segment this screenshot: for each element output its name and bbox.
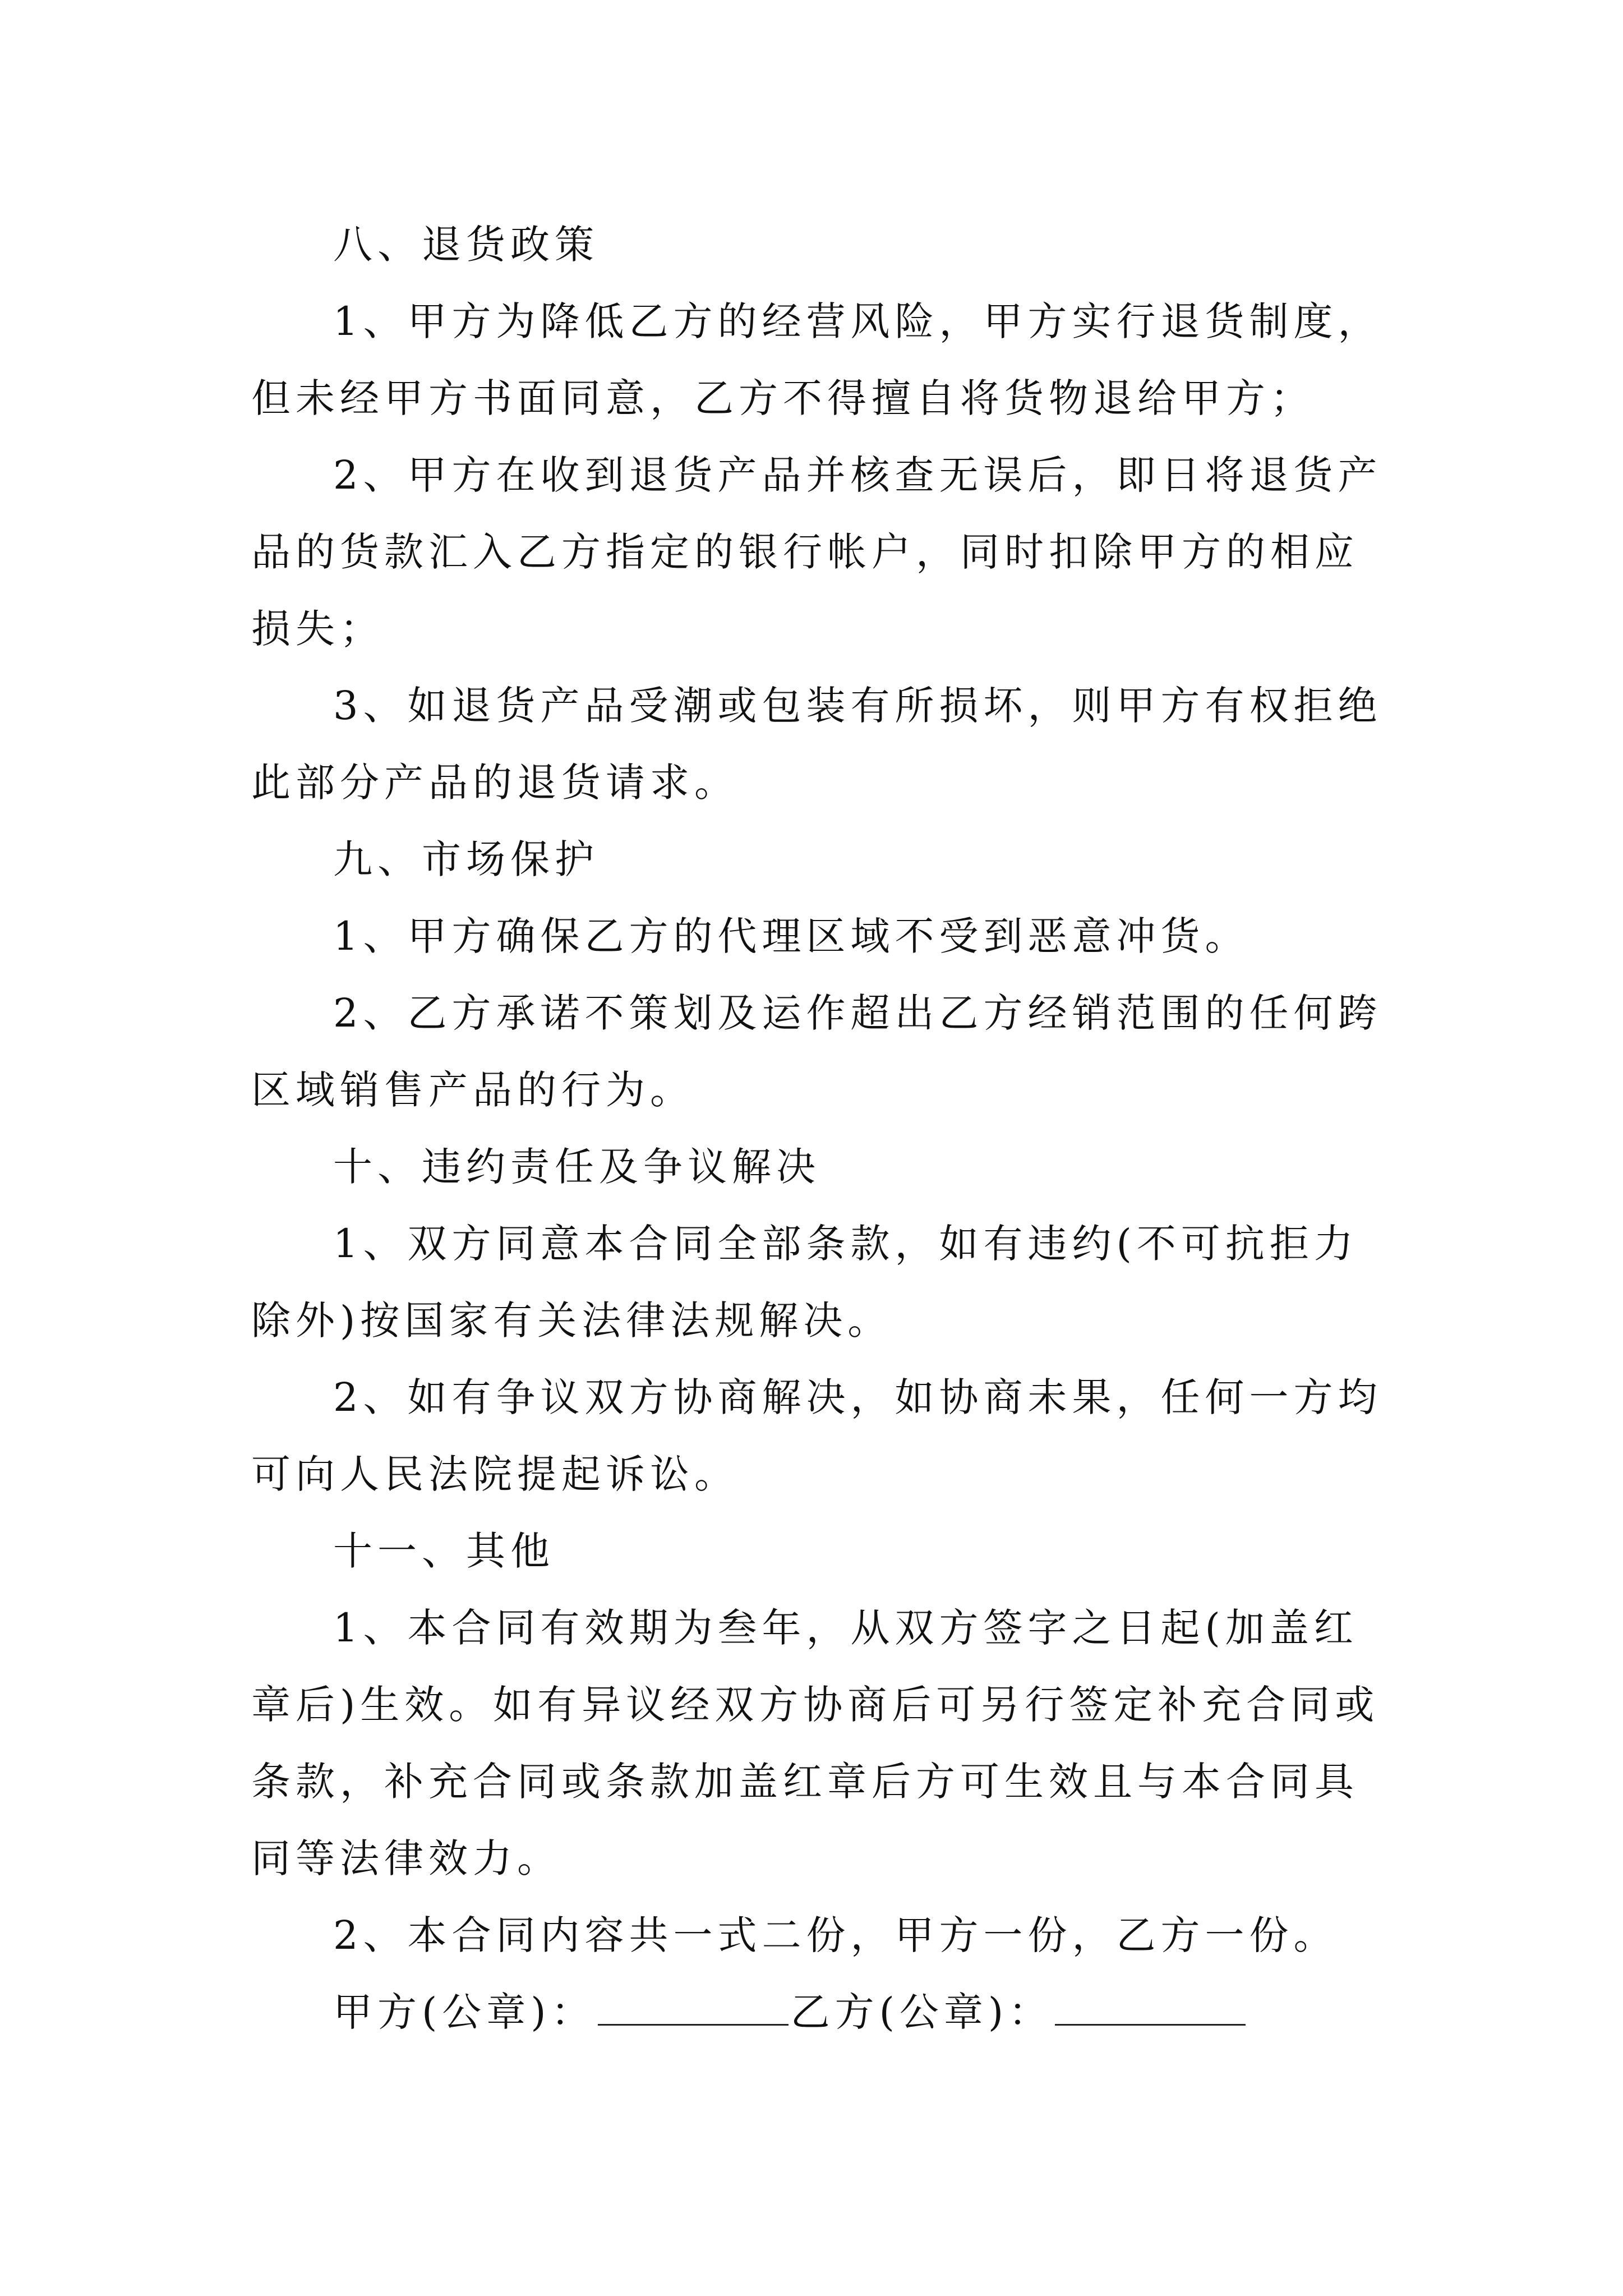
section-10-item-2: 2、如有争议双方协商解决，如协商未果，任何一方均可向人民法院提起诉讼。 xyxy=(251,1374,1382,1497)
section-10-heading: 十、违约责任及争议解决 xyxy=(333,1144,820,1190)
party-b-seal-blank xyxy=(1055,1985,1246,2026)
section-9-heading: 九、市场保护 xyxy=(333,836,599,882)
section-11-item-1: 1、本合同有效期为叁年，从双方签字之日起(加盖红章后)生效。如有异议经双方协商后可另行签定补充合同或条款，补充合同或条款加盖红章后方可生效且与本合同具同等法律效力。 xyxy=(251,1605,1380,1881)
section-8-heading: 八、退货政策 xyxy=(333,222,599,268)
section-8-item-1: 1、甲方为降低乙方的经营风险，甲方实行退货制度，但未经甲方书面同意，乙方不得擅自将货物退给甲方； xyxy=(251,298,1382,421)
section-8-item-2: 2、甲方在收到退货产品并核查无误后，即日将退货产品的货款汇入乙方指定的银行帐户，同时扣除甲方的相应损失； xyxy=(251,452,1382,652)
section-9-item-2: 2、乙方承诺不策划及运作超出乙方经销范围的任何跨区域销售产品的行为。 xyxy=(251,990,1382,1113)
section-9-item-1: 1、甲方确保乙方的代理区域不受到恶意冲货。 xyxy=(333,913,1249,959)
section-11-heading: 十一、其他 xyxy=(333,1528,555,1574)
party-a-seal-label: 甲方(公章)： xyxy=(333,1989,596,2035)
section-8-item-3: 3、如退货产品受潮或包装有所损坏，则甲方有权拒绝此部分产品的退货请求。 xyxy=(251,683,1382,806)
party-a-seal-blank xyxy=(598,1985,789,2026)
section-10-item-1: 1、双方同意本合同全部条款，如有违约(不可抗拒力除外)按国家有关法律法规解决。 xyxy=(251,1221,1358,1343)
signature-line xyxy=(251,1974,1390,2051)
section-11-item-2: 2、本合同内容共一式二份，甲方一份，乙方一份。 xyxy=(333,1912,1338,1958)
party-b-seal-label: 乙方(公章)： xyxy=(790,1989,1053,2035)
